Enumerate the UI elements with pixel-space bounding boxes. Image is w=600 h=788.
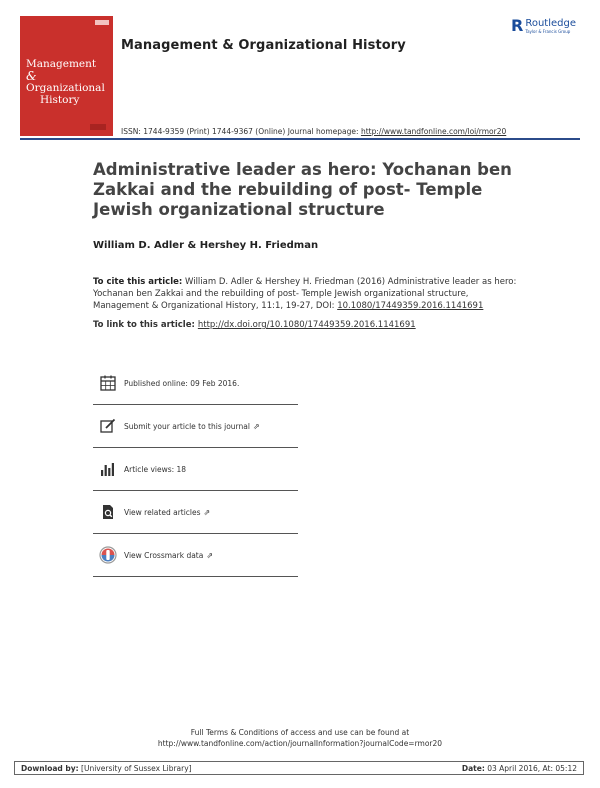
publisher-logo[interactable]	[511, 18, 576, 35]
citation-label: To cite this article:	[93, 277, 183, 287]
citation-doi-link[interactable]: 10.1080/17449359.2016.1141691	[337, 301, 484, 311]
article-actions	[93, 362, 298, 577]
header-rule	[20, 138, 580, 140]
article-title: Administrative leader as hero: Yochanan ben Zakkai and the rebuilding of post- Temple Jewish organizational structure	[93, 160, 512, 219]
edit-icon	[99, 417, 117, 435]
citation-block	[93, 276, 523, 312]
journal-cover	[20, 16, 113, 136]
publisher-sub: Taylor & Francis Group	[525, 29, 571, 34]
cover-title-line2: Organizational	[26, 82, 105, 94]
download-date	[462, 764, 577, 773]
action-related[interactable]	[93, 491, 298, 534]
related-articles-icon	[99, 503, 117, 521]
journal-title: Management & Organizational History	[121, 38, 406, 53]
publisher-name: Routledge	[525, 18, 576, 29]
download-info	[21, 764, 462, 773]
terms-link[interactable]: http://www.tandfonline.com/action/journalInformation?journalCode=rmor20	[157, 739, 443, 748]
cover-title-line3: History	[40, 94, 80, 106]
action-published-label: Published online: 09 Feb 2016.	[124, 378, 240, 388]
issn-text: ISSN: 1744-9359 (Print) 1744-9367 (Online) Journal homepage:	[121, 127, 361, 136]
action-views-label: Article views: 18	[124, 464, 187, 474]
external-link-icon: ⇗	[252, 421, 260, 431]
action-related-label[interactable]: View related articles	[124, 507, 201, 517]
external-link-icon: ⇗	[206, 550, 214, 560]
action-views	[93, 448, 298, 491]
article-link-label: To link to this article:	[93, 320, 198, 330]
calendar-icon	[99, 374, 117, 392]
cover-title-line1: Management	[26, 58, 97, 70]
crossmark-icon	[99, 546, 117, 564]
external-link-icon: ⇗	[203, 507, 211, 517]
action-crossmark-label[interactable]: View Crossmark data	[124, 550, 204, 560]
action-submit[interactable]	[93, 405, 298, 448]
action-submit-label[interactable]: Submit your article to this journal	[124, 421, 250, 431]
cover-title	[26, 58, 105, 106]
download-value: [University of Sussex Library]	[78, 763, 192, 773]
article-link[interactable]: http://dx.doi.org/10.1080/17449359.2016.1141691	[197, 320, 416, 330]
article-authors: William D. Adler & Hershey H. Friedman	[93, 240, 319, 251]
cover-badge	[95, 20, 109, 25]
action-crossmark[interactable]	[93, 534, 298, 577]
citation-text: William D. Adler & Hershey H. Friedman (2016) Administrative leader as hero: Yochanan ben Zakkai and the rebuilding of post- Temple Jewish organizational structure, Management & Organizational History, 11:1, 19-27, DOI:	[93, 277, 517, 311]
terms-line1: Full Terms & Conditions of access and use can be found at	[190, 728, 410, 737]
cover-band	[90, 124, 106, 130]
download-bar	[14, 761, 584, 775]
download-label: Download by:	[21, 763, 79, 773]
action-published	[93, 362, 298, 405]
bar-chart-icon	[99, 460, 117, 478]
journal-homepage-link[interactable]: http://www.tandfonline.com/loi/rmor20	[360, 127, 507, 136]
date-value: 03 April 2016, At: 05:12	[484, 763, 577, 773]
routledge-icon: R	[511, 16, 524, 35]
cover-title-amp: &	[26, 69, 37, 83]
terms-footer	[0, 727, 600, 749]
article-link-line	[93, 320, 416, 330]
date-label: Date:	[461, 763, 485, 773]
issn-line	[121, 127, 506, 136]
